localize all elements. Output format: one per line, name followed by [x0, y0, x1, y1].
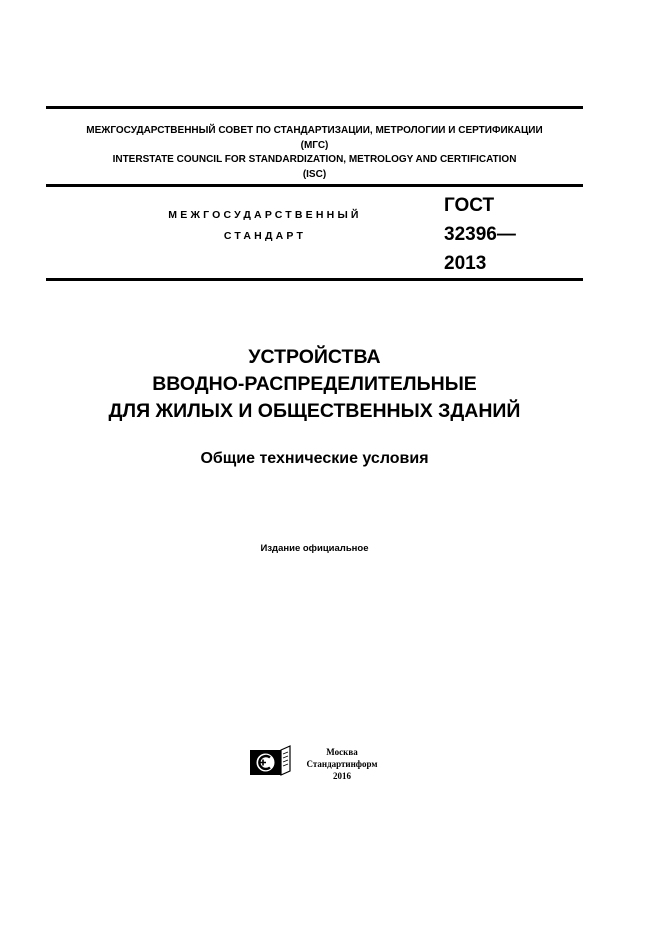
standartinform-logo-icon: [249, 745, 291, 777]
edition-label: Издание официальное: [260, 543, 369, 554]
top-rule: [46, 106, 583, 109]
publisher-info: [296, 746, 388, 782]
council-name-ru: МЕЖГОСУДАРСТВЕННЫЙ СОВЕТ ПО СТАНДАРТИЗАЦИИ, МЕТРОЛОГИИ И СЕРТИФИКАЦИИ: [86, 125, 543, 136]
bottom-rule: [46, 278, 583, 281]
standard-kind: [150, 205, 380, 247]
document-title: [46, 344, 583, 425]
gost-prefix: ГОСТ: [444, 195, 495, 216]
gost-designation: [444, 191, 516, 278]
title-line2: ВВОДНО-РАСПРЕДЕЛИТЕЛЬНЫЕ: [152, 373, 477, 395]
gost-number: 32396—: [444, 224, 516, 245]
title-line1: УСТРОЙСТВА: [248, 346, 381, 368]
publisher-year: 2016: [333, 771, 351, 781]
council-abbr-en: (ISC): [302, 168, 327, 180]
document-subtitle: Общие технические условия: [200, 450, 429, 467]
publisher-city: Москва: [326, 747, 358, 757]
council-abbr-ru: (МГС): [300, 139, 329, 151]
gost-year: 2013: [444, 253, 487, 274]
title-line3: ДЛЯ ЖИЛЫХ И ОБЩЕСТВЕННЫХ ЗДАНИЙ: [108, 400, 521, 422]
standard-kind-line2: СТАНДАРТ: [223, 230, 307, 242]
publisher-name: Стандартинформ: [306, 759, 378, 769]
council-name-en: INTERSTATE COUNCIL FOR STANDARDIZATION, METROLOGY AND CERTIFICATION: [112, 154, 517, 165]
middle-rule: [46, 184, 583, 187]
standard-kind-line1: МЕЖГОСУДАРСТВЕННЫЙ: [168, 209, 362, 221]
council-header: [46, 124, 583, 182]
